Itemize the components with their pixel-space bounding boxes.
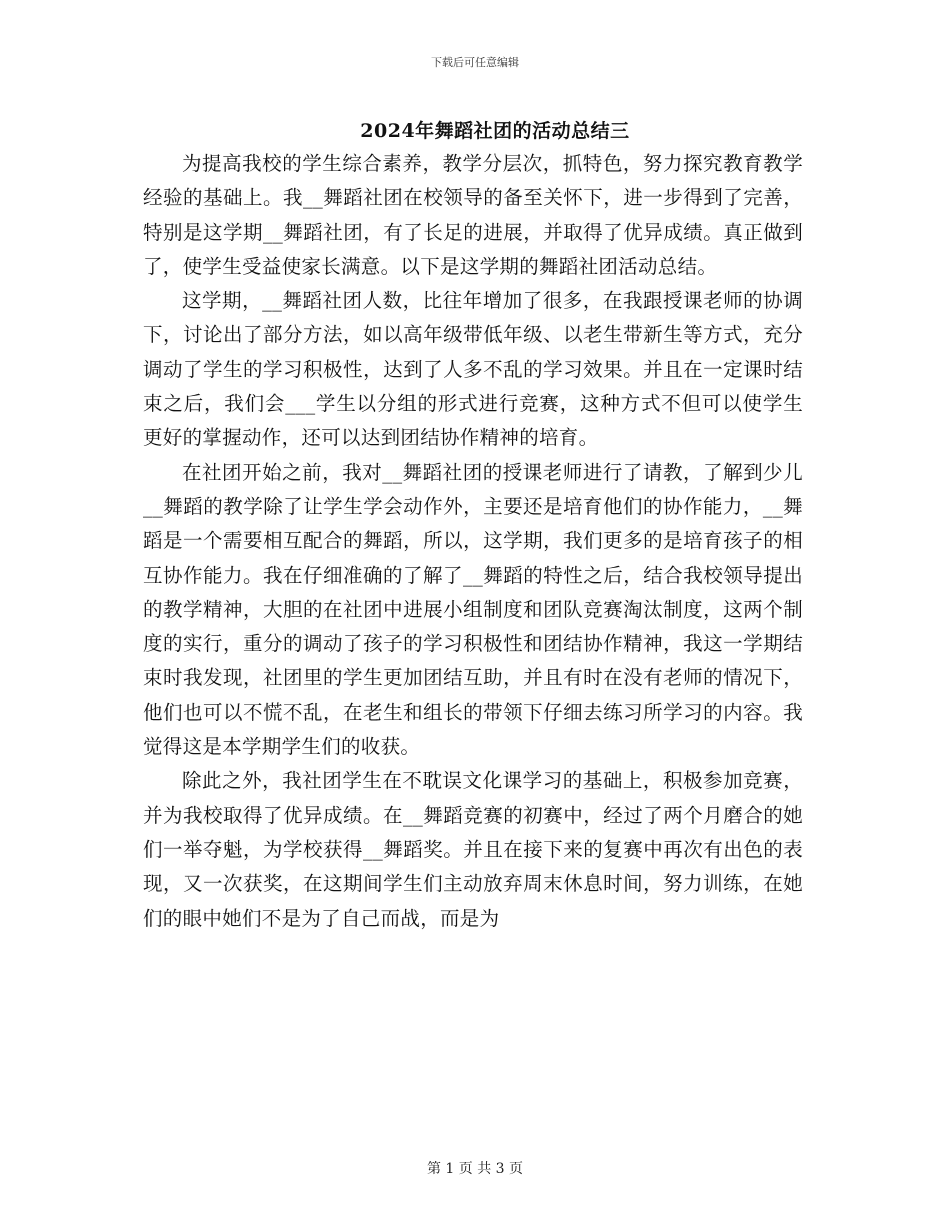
paragraph-competition: 除此之外，我社团学生在不耽误文化课学习的基础上，积极参加竞赛，并为我校取得了优异成绩。在__舞蹈竞赛的初赛中，经过了两个月磨合的她们一举夺魁，为学校获得__舞蹈奖。并且在接下来的复赛中再次有出色的表现，又一次获奖，在这期间学生们主动放弃周末休息时间，努力训练，在她们的眼中她们不是为了自己而战，而是为 [143,769,803,930]
page-number-footer: 第 1 页 共 3 页 [426,1161,524,1177]
paragraph-membership: 这学期，__舞蹈社团人数，比往年增加了很多，在我跟授课老师的协调下，讨论出了部分方法，如以高年级带低年级、以老生带新生等方式，充分调动了学生的学习积极性，达到了人多不乱的学习效果。并且在一定课时结束之后，我们会___学生以分组的形式进行竞赛，这种方式不但可以使学生更好的掌握动作，还可以达到团结协作精神的培育。 [143,289,803,450]
document-body [143,147,803,936]
page-header-note: 下载后可任意编辑 [431,56,519,69]
paragraph-teaching: 在社团开始之前，我对__舞蹈社团的授课老师进行了请教，了解到少儿__舞蹈的教学除了让学生学会动作外，主要还是培育他们的协作能力，__舞蹈是一个需要相互配合的舞蹈，所以，这学期，我们更多的是培育孩子的相互协作能力。我在仔细准确的了解了__舞蹈的特性之后，结合我校领导提出的教学精神，大胆的在社团中进展小组制度和团队竞赛淘汰制度，这两个制度的实行，重分的调动了孩子的学习积极性和团结协作精神，我这一学期结束时我发现，社团里的学生更加团结互助，并且有时在没有老师的情况下，他们也可以不慌不乱，在老生和组长的带领下仔细去练习所学习的内容。我觉得这是本学期学生们的收获。 [143,460,803,759]
paragraph-intro: 为提高我校的学生综合素养，教学分层次，抓特色，努力探究教育教学经验的基础上。我__舞蹈社团在校领导的备至关怀下，进一步得到了完善，特别是这学期__舞蹈社团，有了长足的进展，并取得了优异成绩。真正做到了，使学生受益使家长满意。以下是这学期的舞蹈社团活动总结。 [143,152,803,278]
document-title: 2024年舞蹈社团的活动总结三 [360,120,630,142]
